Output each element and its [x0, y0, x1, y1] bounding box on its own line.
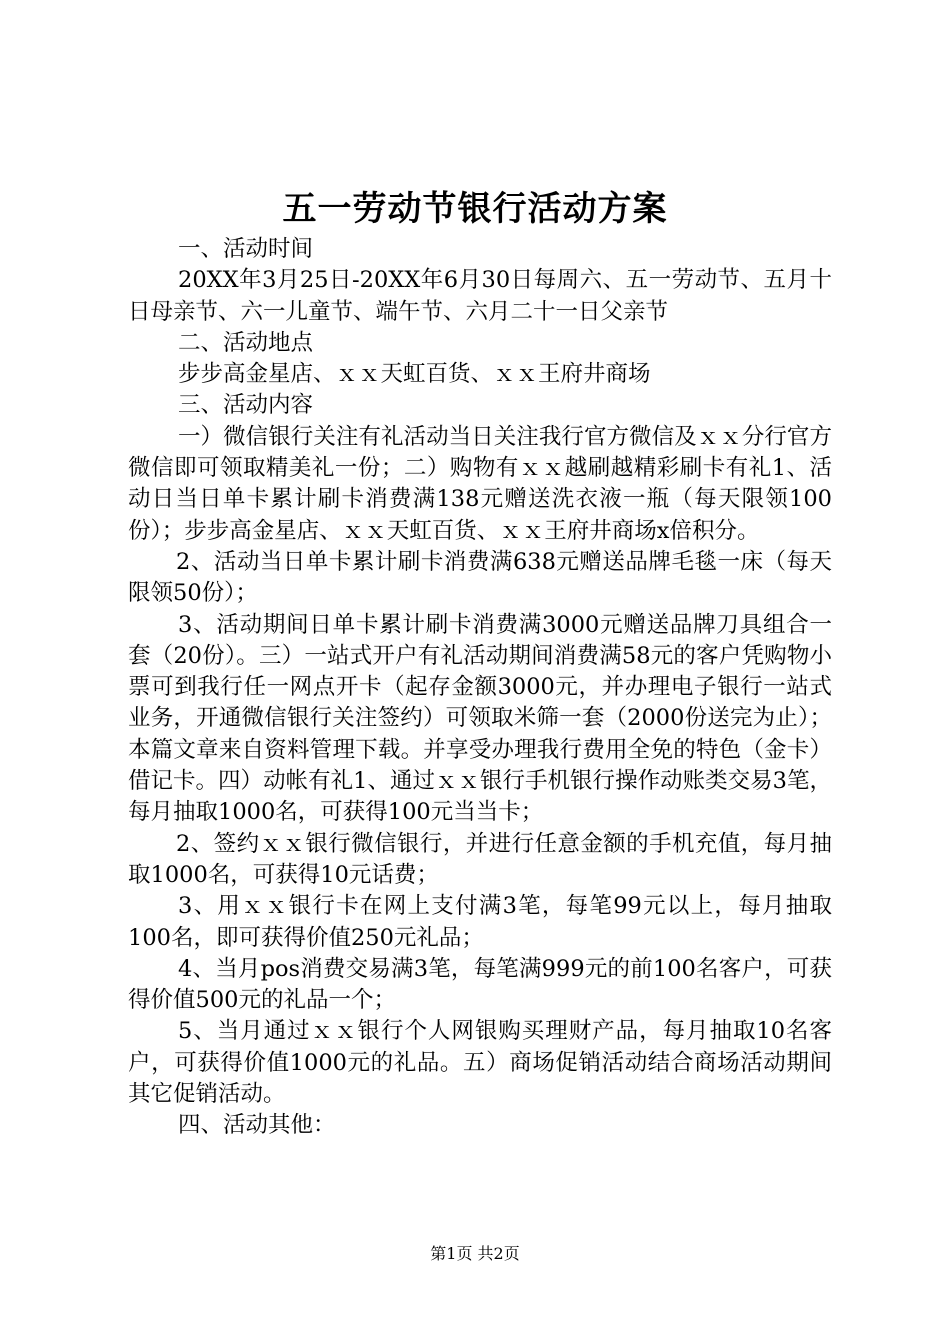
paragraph-content-2: 2、活动当日单卡累计刷卡消费满638元赠送品牌毛毯一床（每天限领50份）；: [128, 548, 832, 607]
section-heading-location: 二、活动地点: [178, 329, 314, 356]
paragraph-content-1: 一）微信银行关注有礼活动当日关注我行官方微信及ｘｘ分行官方微信即可领取精美礼一份；二）购物有ｘｘ越刷越精彩刷卡有礼1、活动日当日单卡累计刷卡消费满138元赠送洗衣液一瓶（每天限领100份）；步步高金星店、ｘｘ天虹百货、ｘｘ王府井商场x倍积分。: [128, 423, 832, 544]
document-body: [128, 234, 832, 1142]
section-heading-other: 四、活动其他：: [178, 1112, 336, 1139]
document-title: 五一劳动节银行活动方案: [282, 189, 668, 229]
paragraph-content-5: 3、用ｘｘ银行卡在网上支付满3笔，每笔99元以上，每月抽取100名，即可获得价值250元礼品；: [128, 893, 832, 951]
paragraph-content-7: 5、当月通过ｘｘ银行个人网银购买理财产品，每月抽取10名客户，可获得价值1000元的礼品。五）商场促销活动结合商场活动期间其它促销活动。: [128, 1018, 832, 1108]
section-heading-content: 三、活动内容: [178, 392, 314, 419]
paragraph-time-detail: 20XX年3月25日-20XX年6月30日每周六、五一劳动节、五月十日母亲节、六一儿童节、端午节、六月二十一日父亲节: [128, 267, 832, 325]
paragraph-content-4: 2、签约ｘｘ银行微信银行，并进行任意金额的手机充值，每月抽取1000名，可获得10元话费；: [128, 830, 832, 888]
paragraph-location-detail: 步步高金星店、ｘｘ天虹百货、ｘｘ王府井商场: [178, 361, 651, 388]
paragraph-content-3: 3、活动期间日单卡累计刷卡消费满3000元赠送品牌刀具组合一套（20份）。三）一站式开户有礼活动期间消费满58元的客户凭购物小票可到我行任一网点开卡（起存金额3000元，并办理电子银行一站式业务，开通微信银行关注签约）可领取米筛一套（2000份送完为止）；本篇文章来自资料管理下载。并享受办理我行费用全免的特色（金卡）借记卡。四）动帐有礼1、通过ｘｘ银行手机银行操作动账类交易3笔，每月抽取1000名，可获得100元当当卡；: [128, 611, 832, 826]
section-heading-time: 一、活动时间: [178, 236, 314, 262]
page-footer: 第1页 共2页: [430, 1244, 520, 1263]
paragraph-content-6: 4、当月pos消费交易满3笔，每笔满999元的前100名客户，可获得价值500元的礼品一个；: [128, 955, 832, 1014]
